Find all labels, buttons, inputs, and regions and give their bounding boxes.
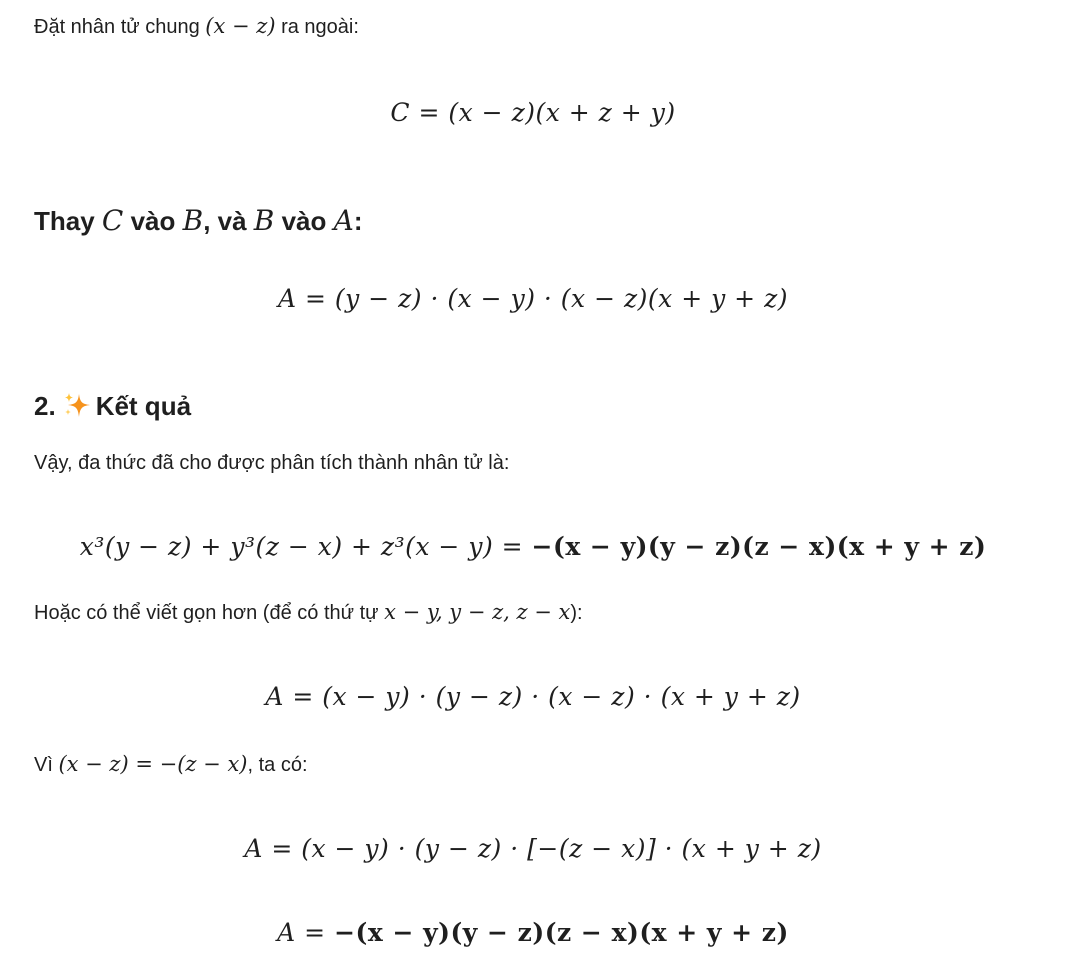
- alt-text-before: Hoặc có thể viết gọn hơn (để có thứ tự: [34, 602, 385, 624]
- heading-math-b2: B: [253, 204, 275, 237]
- alt-text-after: ):: [570, 602, 583, 624]
- equation-a-ordered: A = (x − y) · (y − z) · (x − z) · (x + y + z): [265, 682, 801, 711]
- conclusion-text: Vậy, đa thức đã cho được phân tích thành nhân tử là:: [34, 452, 510, 474]
- since-text-after: , ta có:: [247, 754, 308, 776]
- equation-a-bracketed: A = (x − y) · (y − z) · [−(z − x)] · (x + y + z): [244, 834, 822, 863]
- heading-word-4: vào: [274, 206, 334, 236]
- since-text-before: Vì: [34, 754, 59, 776]
- alt-math: x − y, y − z, z − x: [384, 600, 571, 624]
- sparkle-icon: [62, 390, 92, 420]
- result-heading: [34, 390, 191, 422]
- equation-main-identity: [0, 532, 1066, 561]
- heading-word-3: , và: [203, 206, 254, 236]
- equation-a-substituted: A = (y − z) · (x − y) · (x − z)(x + y + z): [278, 284, 788, 313]
- result-heading-title: Kết quả: [95, 391, 192, 421]
- equation-a-final: [0, 918, 1066, 947]
- intro-text-after: ra ngoài:: [275, 16, 359, 38]
- heading-word-2: vào: [123, 206, 183, 236]
- intro-math: (x − z): [205, 14, 276, 38]
- result-heading-number: 2.: [34, 391, 56, 421]
- since-text: [34, 752, 308, 777]
- equation-c: C = (x − z)(x + z + y): [390, 98, 676, 127]
- identity-lhs: x³(y − z) + y³(z − x) + z³(x − y) =: [79, 532, 532, 561]
- final-lhs: A =: [277, 918, 335, 947]
- identity-rhs-bold: −(x − y)(y − z)(z − x)(x + y + z): [531, 532, 987, 561]
- heading-math-a: A: [333, 204, 354, 237]
- heading-word-5: :: [353, 206, 363, 236]
- substitution-heading: [34, 204, 363, 237]
- intro-text-before: Đặt nhân tử chung: [34, 16, 206, 38]
- intro-line: [34, 14, 359, 39]
- heading-math-c: C: [101, 204, 124, 237]
- final-rhs-bold: −(x − y)(y − z)(z − x)(x + y + z): [334, 918, 789, 947]
- heading-word-1: Thay: [34, 206, 102, 236]
- since-math: (x − z) = −(z − x): [58, 752, 248, 776]
- alternative-text: [34, 600, 583, 625]
- heading-math-b: B: [182, 204, 204, 237]
